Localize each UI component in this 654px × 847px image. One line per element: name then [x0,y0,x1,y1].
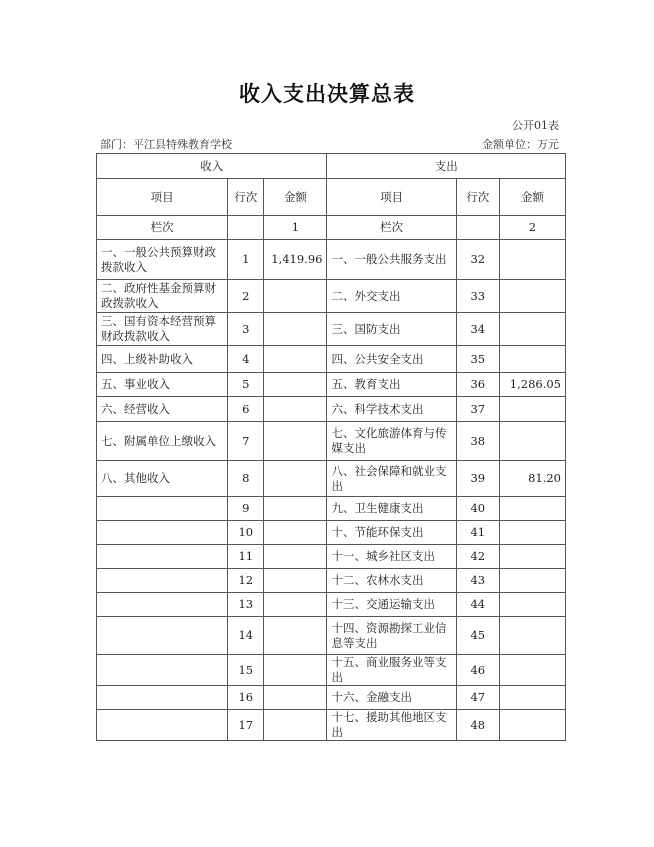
expense-column-line-empty [456,216,499,240]
expense-line-cell: 34 [456,313,499,346]
expense-line-cell: 45 [456,617,499,655]
expense-line-cell: 46 [456,655,499,686]
expense-item-cell: 十二、农林水支出 [327,569,456,593]
income-item-cell: 一、一般公共预算财政拨款收入 [97,240,228,280]
expense-line-cell: 43 [456,569,499,593]
section-header-row [97,154,566,179]
table-row [97,313,566,346]
income-line-cell: 16 [228,686,264,710]
income-amount-cell: 1,419.96 [264,240,327,280]
income-item-cell [97,569,228,593]
table-row [97,686,566,710]
table-row [97,461,566,497]
income-item-header: 项目 [97,179,228,216]
expense-amount-cell [499,686,565,710]
income-line-cell: 14 [228,617,264,655]
table-row [97,346,566,373]
expense-line-cell: 42 [456,545,499,569]
table-row [97,397,566,422]
income-item-cell [97,617,228,655]
income-amount-header: 金额 [264,179,327,216]
expense-amount-cell [499,521,565,545]
income-column-line-empty [228,216,264,240]
income-amount-cell [264,497,327,521]
expense-item-cell: 十六、金融支出 [327,686,456,710]
expense-line-header: 行次 [456,179,499,216]
expense-item-cell: 七、文化旅游体育与传媒支出 [327,422,456,461]
expense-amount-cell [499,397,565,422]
expense-item-cell: 四、公共安全支出 [327,346,456,373]
table-row [97,521,566,545]
expense-amount-cell [499,545,565,569]
income-amount-cell [264,617,327,655]
expense-amount-cell [499,569,565,593]
income-amount-cell [264,686,327,710]
income-line-cell: 7 [228,422,264,461]
column-header-row [97,179,566,216]
expense-item-cell: 六、科学技术支出 [327,397,456,422]
expense-amount-header: 金额 [499,179,565,216]
income-line-cell: 8 [228,461,264,497]
income-line-cell: 9 [228,497,264,521]
income-line-cell: 11 [228,545,264,569]
table-row [97,569,566,593]
income-amount-cell [264,545,327,569]
expense-line-cell: 41 [456,521,499,545]
expense-item-header: 项目 [327,179,456,216]
income-line-cell: 2 [228,280,264,313]
income-item-cell: 五、事业收入 [97,373,228,397]
expense-item-cell: 一、一般公共服务支出 [327,240,456,280]
table-row [97,373,566,397]
expense-amount-cell [499,422,565,461]
expense-amount-cell [499,710,565,741]
expense-item-cell: 十四、资源勘探工业信息等支出 [327,617,456,655]
expense-line-cell: 44 [456,593,499,617]
department-label: 部门：平江县特殊教育学校 [100,138,232,151]
expense-item-cell: 十一、城乡社区支出 [327,545,456,569]
income-item-cell [97,710,228,741]
expense-amount-cell [499,497,565,521]
income-amount-cell [264,422,327,461]
expense-amount-cell [499,240,565,280]
income-item-cell [97,545,228,569]
expense-item-cell: 九、卫生健康支出 [327,497,456,521]
income-amount-cell [264,593,327,617]
income-amount-cell [264,346,327,373]
income-expense-table [96,153,566,741]
table-row [97,422,566,461]
expense-amount-cell [499,617,565,655]
income-line-cell: 17 [228,710,264,741]
expense-amount-cell: 1,286.05 [499,373,565,397]
income-column-number: 1 [264,216,327,240]
expense-line-cell: 47 [456,686,499,710]
income-amount-cell [264,710,327,741]
expense-line-cell: 40 [456,497,499,521]
expense-line-cell: 48 [456,710,499,741]
expense-line-cell: 38 [456,422,499,461]
expense-line-cell: 36 [456,373,499,397]
expense-amount-cell [499,313,565,346]
expense-line-cell: 37 [456,397,499,422]
expense-line-cell: 33 [456,280,499,313]
table-row [97,240,566,280]
income-line-cell: 6 [228,397,264,422]
income-amount-cell [264,313,327,346]
table-row [97,497,566,521]
income-section-header: 收入 [97,154,327,179]
expense-line-cell: 32 [456,240,499,280]
column-number-row [97,216,566,240]
income-item-cell: 四、上级补助收入 [97,346,228,373]
income-amount-cell [264,521,327,545]
expense-line-cell: 39 [456,461,499,497]
expense-item-cell: 十三、交通运输支出 [327,593,456,617]
income-amount-cell [264,373,327,397]
expense-item-cell: 十、节能环保支出 [327,521,456,545]
income-line-cell: 5 [228,373,264,397]
income-line-cell: 4 [228,346,264,373]
income-amount-cell [264,397,327,422]
expense-item-cell: 二、外交支出 [327,280,456,313]
expense-section-header: 支出 [327,154,566,179]
table-row [97,655,566,686]
table-row [97,710,566,741]
expense-amount-cell [499,655,565,686]
income-amount-cell [264,569,327,593]
income-item-cell [97,686,228,710]
income-item-cell [97,593,228,617]
expense-line-cell: 35 [456,346,499,373]
form-number: 公开01表 [512,119,559,132]
table-row [97,593,566,617]
expense-item-cell: 十五、商业服务业等支出 [327,655,456,686]
table-row [97,545,566,569]
income-amount-cell [264,655,327,686]
income-line-cell: 13 [228,593,264,617]
expense-amount-cell [499,346,565,373]
income-item-cell [97,497,228,521]
table-row [97,280,566,313]
income-item-cell: 八、其他收入 [97,461,228,497]
page-title: 收入支出决算总表 [239,82,415,106]
income-line-header: 行次 [228,179,264,216]
expense-item-cell: 三、国防支出 [327,313,456,346]
income-item-cell [97,655,228,686]
income-amount-cell [264,461,327,497]
income-column-label: 栏次 [97,216,228,240]
income-item-cell: 三、国有资本经营预算财政拨款收入 [97,313,228,346]
expense-column-number: 2 [499,216,565,240]
income-amount-cell [264,280,327,313]
income-item-cell: 二、政府性基金预算财政拨款收入 [97,280,228,313]
income-item-cell: 七、附属单位上缴收入 [97,422,228,461]
expense-item-cell: 八、社会保障和就业支出 [327,461,456,497]
income-item-cell [97,521,228,545]
expense-item-cell: 十七、援助其他地区支出 [327,710,456,741]
expense-item-cell: 五、教育支出 [327,373,456,397]
amount-unit-label: 金额单位：万元 [482,138,559,151]
income-line-cell: 15 [228,655,264,686]
income-line-cell: 10 [228,521,264,545]
expense-amount-cell: 81.20 [499,461,565,497]
income-line-cell: 3 [228,313,264,346]
expense-amount-cell [499,593,565,617]
expense-column-label: 栏次 [327,216,456,240]
income-item-cell: 六、经营收入 [97,397,228,422]
table-row [97,617,566,655]
income-line-cell: 1 [228,240,264,280]
expense-amount-cell [499,280,565,313]
income-line-cell: 12 [228,569,264,593]
